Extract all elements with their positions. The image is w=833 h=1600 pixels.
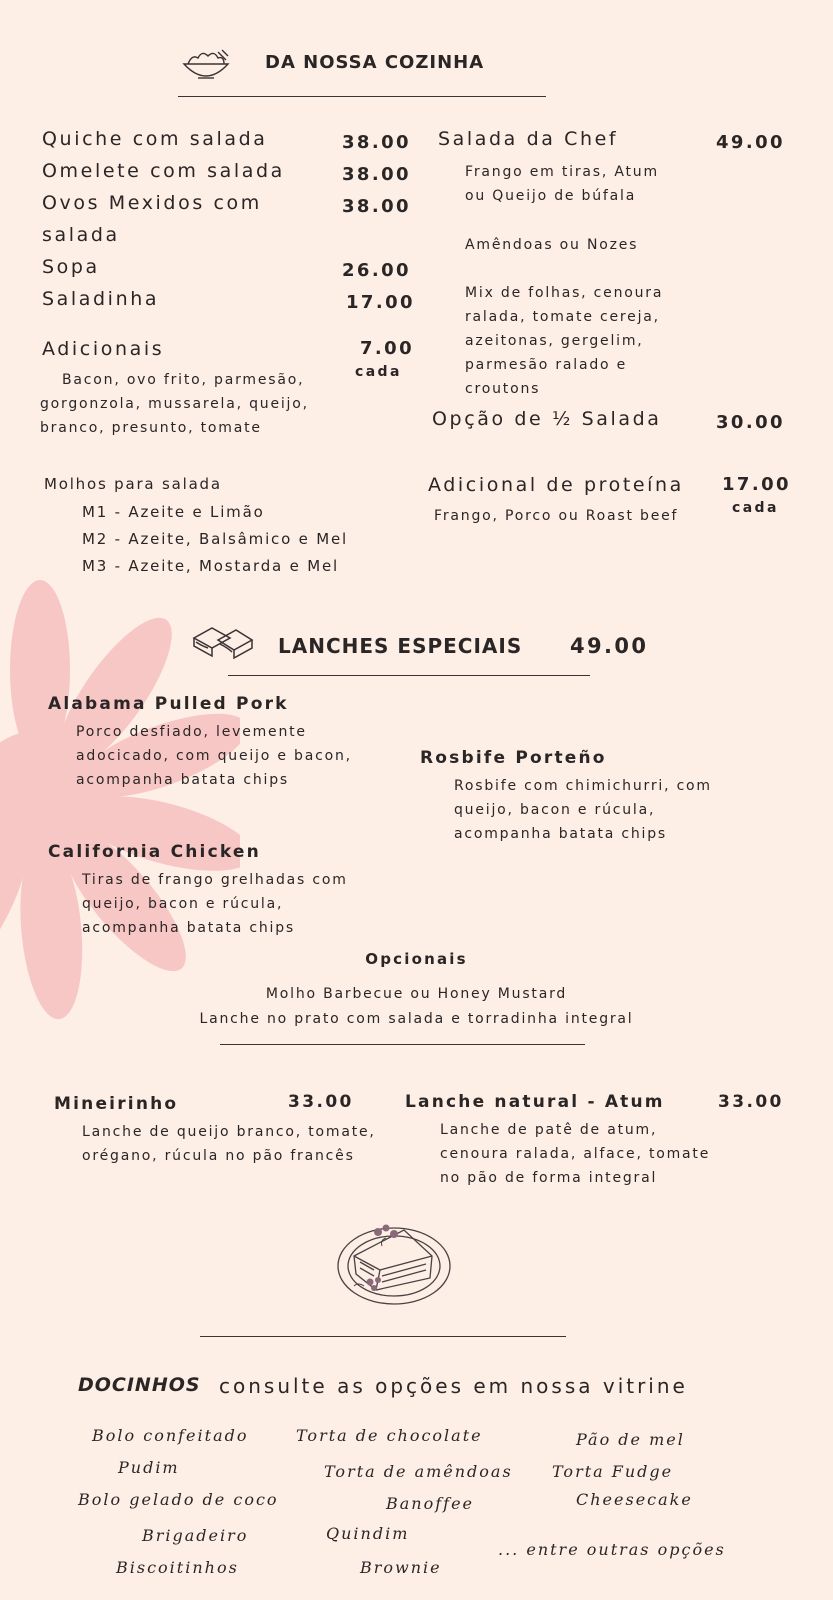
salada-chef-price: 49.00 — [716, 132, 785, 153]
menu-item-name-cont: salada — [42, 224, 120, 246]
docinho-item: Bolo confeitado — [92, 1426, 249, 1445]
lanche-name: Rosbife Porteño — [420, 748, 607, 768]
sandwich-icon — [190, 624, 256, 662]
lanche-price: 33.00 — [718, 1092, 784, 1112]
docinho-item: Banoffee — [386, 1494, 475, 1513]
lanche-desc: queijo, bacon e rúcula, — [454, 802, 656, 818]
docinho-item: Torta de amêndoas — [324, 1462, 513, 1481]
salada-chef-desc: ralada, tomate cereja, — [465, 309, 660, 325]
lanche-desc: acompanha batata chips — [454, 826, 668, 842]
molho-item: M2 - Azeite, Balsâmico e Mel — [82, 530, 348, 548]
opcionais-title: Opcionais — [365, 950, 468, 968]
lanche-desc: Porco desfiado, levemente — [76, 724, 307, 740]
menu-item-name: Sopa — [42, 256, 100, 278]
lanche-desc: adocicado, com queijo e bacon, — [76, 748, 352, 764]
docinho-item: Cheesecake — [576, 1490, 693, 1509]
adicionais-price: 7.00 — [360, 338, 415, 359]
lanche-price: 33.00 — [288, 1092, 354, 1112]
molho-item: M1 - Azeite e Limão — [82, 503, 265, 521]
molho-item: M3 - Azeite, Mostarda e Mel — [82, 557, 339, 575]
docinhos-more: ... entre outras opções — [498, 1540, 726, 1559]
lanches-price: 49.00 — [570, 634, 649, 658]
opcionais-line: Lanche no prato com salada e torradinha integral — [199, 1011, 634, 1027]
lanche-desc: queijo, bacon e rúcula, — [82, 896, 284, 912]
proteina-desc: Frango, Porco ou Roast beef — [434, 508, 679, 524]
adicionais-desc: Bacon, ovo frito, parmesão, — [62, 372, 305, 388]
lanche-desc: acompanha batata chips — [82, 920, 296, 936]
menu-item-price: 38.00 — [342, 132, 411, 153]
section-title-docinhos: DOCINHOS — [78, 1374, 201, 1396]
salada-chef-desc: croutons — [465, 381, 541, 397]
lanche-desc: orégano, rúcula no pão francês — [82, 1148, 355, 1164]
adicionais-name: Adicionais — [42, 338, 165, 360]
salada-chef-desc: Mix de folhas, cenoura — [465, 285, 664, 301]
menu-item-price: 38.00 — [342, 196, 411, 217]
salada-chef-desc: azeitonas, gergelim, — [465, 333, 644, 349]
lanche-desc: acompanha batata chips — [76, 772, 290, 788]
menu-item-price: 17.00 — [346, 292, 415, 313]
lanche-name: Lanche natural - Atum — [405, 1092, 665, 1112]
lanche-desc: Lanche de queijo branco, tomate, — [82, 1124, 376, 1140]
docinho-item: Bolo gelado de coco — [78, 1490, 279, 1509]
docinho-item: Pudim — [118, 1458, 180, 1477]
salad-bowl-icon — [180, 48, 232, 84]
lanche-desc: Tiras de frango grelhadas com — [82, 872, 348, 888]
divider — [228, 675, 590, 676]
meia-salada-price: 30.00 — [716, 412, 785, 433]
divider — [220, 1044, 585, 1045]
proteina-name: Adicional de proteína — [428, 474, 684, 496]
adicionais-desc: gorgonzola, mussarela, queijo, — [40, 396, 309, 412]
docinho-item: Brigadeiro — [142, 1526, 249, 1545]
lanche-name: Mineirinho — [54, 1094, 179, 1114]
lanche-name: California Chicken — [48, 842, 261, 862]
salada-chef-desc: parmesão ralado e — [465, 357, 628, 373]
docinho-item: Pão de mel — [576, 1430, 685, 1449]
salada-chef-desc: ou Queijo de búfala — [465, 188, 637, 204]
salada-chef-desc: Amêndoas ou Nozes — [465, 237, 639, 253]
menu-item-name: Omelete com salada — [42, 160, 285, 182]
lanche-desc: cenoura ralada, alface, tomate — [440, 1146, 711, 1162]
adicionais-desc: branco, presunto, tomate — [40, 420, 262, 436]
lanche-name: Alabama Pulled Pork — [48, 694, 289, 714]
menu-item-price: 38.00 — [342, 164, 411, 185]
adicionais-unit: cada — [355, 364, 402, 380]
proteina-price: 17.00 — [722, 474, 791, 495]
lanche-desc: Rosbife com chimichurri, com — [454, 778, 712, 794]
molhos-title: Molhos para salada — [44, 475, 222, 493]
menu-item-price: 26.00 — [342, 260, 411, 281]
menu-item-name: Ovos Mexidos com — [42, 192, 262, 214]
section-title-cozinha: DA NOSSA COZINHA — [265, 52, 485, 73]
menu-item-name: Quiche com salada — [42, 128, 268, 150]
divider — [178, 96, 546, 97]
docinho-item: Torta Fudge — [552, 1462, 674, 1481]
proteina-unit: cada — [732, 500, 779, 516]
cake-plate-icon — [334, 1216, 454, 1308]
section-title-lanches: LANCHES ESPECIAIS — [278, 634, 523, 658]
docinho-item: Biscoitinhos — [116, 1558, 239, 1577]
docinhos-subtitle: consulte as opções em nossa vitrine — [219, 1374, 688, 1398]
salada-chef-name: Salada da Chef — [438, 128, 619, 150]
menu-item-name: Saladinha — [42, 288, 160, 310]
docinho-item: Torta de chocolate — [296, 1426, 483, 1445]
divider — [200, 1336, 566, 1337]
lanche-desc: no pão de forma integral — [440, 1170, 658, 1186]
docinho-item: Quindim — [326, 1524, 410, 1543]
meia-salada-name: Opção de ½ Salada — [432, 408, 662, 430]
docinho-item: Brownie — [360, 1558, 442, 1577]
lanche-desc: Lanche de patê de atum, — [440, 1122, 658, 1138]
opcionais-line: Molho Barbecue ou Honey Mustard — [265, 986, 568, 1002]
salada-chef-desc: Frango em tiras, Atum — [465, 164, 659, 180]
